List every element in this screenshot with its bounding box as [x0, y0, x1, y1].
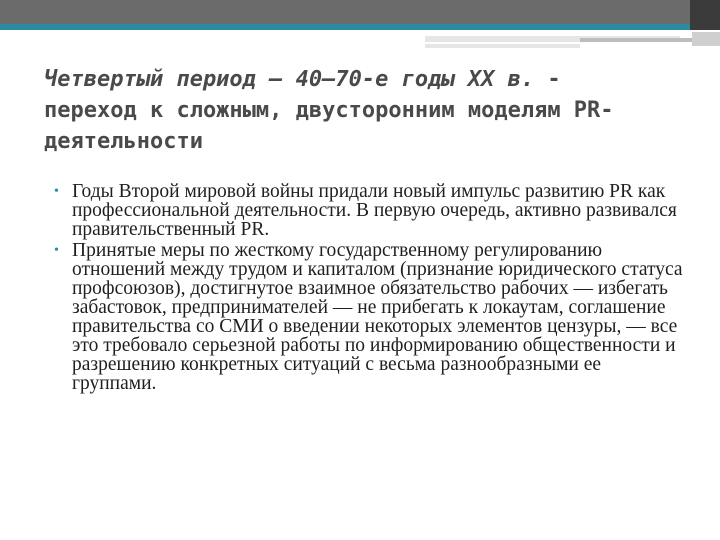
header-decor-line — [425, 44, 580, 48]
slide-title-line3: деятельности — [44, 129, 203, 154]
top-bar-accent-line — [0, 24, 690, 30]
header-decor-line — [580, 38, 692, 42]
bullet-marker: • — [54, 243, 59, 258]
slide-title-dash: - — [534, 67, 561, 92]
bullet-text: Годы Второй мировой войны придали новый импульс развитию PR как профессиональной деятельности. В первую очередь, активно развивался правительственный PR. — [72, 181, 677, 240]
top-bar-corner-block — [690, 0, 720, 30]
slide-title-italic: Четвертый период — 40—70-е годы XX в. — [44, 67, 535, 92]
bullet-item — [54, 182, 684, 239]
bullet-text: Принятые меры по жесткому государственному регулированию отношений между трудом и капиталом (признание юридического статуса профсоюзов), достигнутое взаимное обязательство рабочих — избегать забастовок, предпринимателей — не прибегать к локаутам, соглашение правительства со СМИ о введении некоторых элементов цензуры, — все это требовало серьезной работы по информированию общественности и разрешению конкретных ситуаций с весьма разнообразными ее группами. — [72, 240, 683, 394]
bullet-item — [54, 241, 684, 393]
slide-title-line2: переход к сложным, двусторонним моделям PR- — [44, 98, 614, 123]
bullet-marker: • — [54, 184, 59, 199]
header-decor-block — [692, 32, 720, 46]
slide-bullet-list — [54, 182, 684, 395]
slide-top-bar — [0, 0, 720, 30]
slide-title — [44, 64, 684, 157]
